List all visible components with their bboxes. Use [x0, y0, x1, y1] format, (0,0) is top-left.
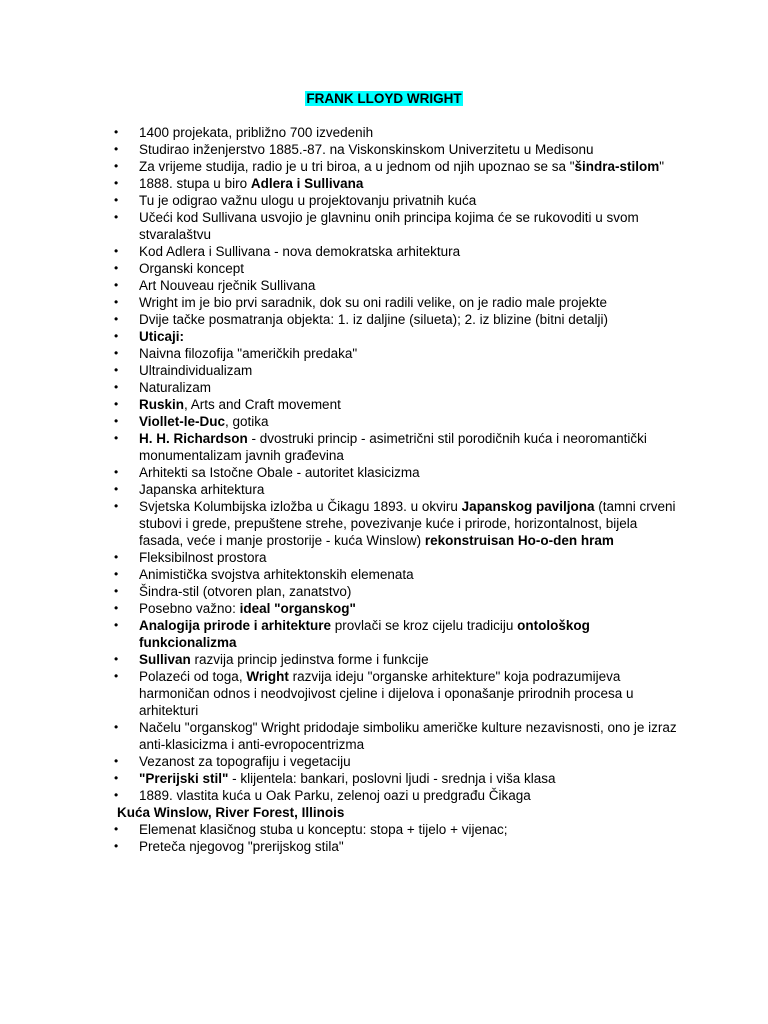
list-item [0, 787, 768, 804]
item-text: 1888. stupa u biro [139, 176, 251, 191]
list-item [0, 192, 768, 209]
list-item [0, 124, 768, 141]
bullet-icon: • [114, 142, 119, 156]
bullet-icon: • [114, 669, 119, 683]
list-item [0, 821, 768, 838]
bullet-icon: • [114, 788, 119, 802]
bullet-icon: • [114, 244, 119, 258]
bold-text: Uticaji: [139, 329, 185, 344]
bullet-icon: • [114, 771, 119, 785]
bullet-icon: • [114, 482, 119, 496]
bold-text: Wright [246, 669, 289, 684]
bullet-icon: • [114, 465, 119, 479]
bullet-icon: • [114, 720, 119, 734]
list-item [0, 158, 768, 175]
list-item [0, 294, 768, 311]
bold-text: Sullivan [139, 652, 191, 667]
item-text: Ultraindividualizam [139, 363, 253, 378]
bullet-icon: • [114, 754, 119, 768]
bold-text: Ruskin [139, 397, 185, 412]
bullet-icon: • [114, 329, 119, 343]
item-text: Studirao inženjerstvo 1885.-87. na Viskonskinskom Univerzitetu u Medisonu [139, 142, 594, 157]
bullet-icon: • [114, 499, 119, 513]
document-title [0, 90, 768, 107]
bold-text: "Prerijski stil" [139, 771, 229, 786]
item-text: " [659, 159, 665, 174]
list-item [0, 379, 768, 396]
section-heading [0, 804, 768, 821]
list-item [0, 345, 768, 362]
item-text: Elemenat klasičnog stuba u konceptu: stopa + tijelo + vijenac; [139, 822, 508, 837]
list-item [0, 770, 768, 787]
item-text: Art Nouveau rječnik Sullivana [139, 278, 316, 293]
bullet-icon: • [114, 312, 119, 326]
bullet-icon: • [114, 363, 119, 377]
bullet-icon: • [114, 176, 119, 190]
item-text: Naturalizam [139, 380, 212, 395]
list-item [0, 413, 768, 430]
bullet-icon: • [114, 278, 119, 292]
list-item [0, 175, 768, 192]
bold-text: Analogija prirode i arhitekture [139, 618, 332, 633]
item-text: razvija ideju "organske arhitekture" koja podrazumijeva harmoničan odnos i neodvojivost cjeline i dijelova i oponašanje prirodnih procesa u arhitekturi [139, 669, 634, 718]
item-text: 1889. vlastita kuća u Oak Parku, zelenoj oazi u predgrađu Čikaga [139, 788, 531, 803]
bold-text: Kuća Winslow, River Forest, Illinois [117, 805, 345, 820]
bold-text: ideal "organskog" [239, 601, 356, 616]
list-item [0, 277, 768, 294]
bullet-icon: • [114, 193, 119, 207]
bullet-icon: • [114, 346, 119, 360]
bold-text: H. H. Richardson [139, 431, 248, 446]
list-item [0, 549, 768, 566]
bullet-icon: • [114, 618, 119, 632]
bullet-icon: • [114, 822, 119, 836]
bullet-icon: • [114, 839, 119, 853]
item-text: Organski koncept [139, 261, 245, 276]
list-item [0, 668, 768, 719]
item-text: Posebno važno: [139, 601, 240, 616]
list-item [0, 753, 768, 770]
item-text: , gotika [225, 414, 269, 429]
list-item [0, 311, 768, 328]
item-text: - dvostruki princip - asimetrični stil porodičnih kuća i neoromantički monumentalizam javnih građevina [139, 431, 647, 463]
list-item [0, 328, 768, 345]
list-item [0, 141, 768, 158]
list-item [0, 719, 768, 753]
bullet-icon: • [114, 261, 119, 275]
bold-text: rekonstruisan Ho-o-den hram [424, 533, 614, 548]
item-text: Načelu "organskog" Wright pridodaje simboliku američke kulture nezavisnosti, ono je izraz anti-klasicizma i anti-evropocentrizma [139, 720, 677, 752]
list-item [0, 243, 768, 260]
bullet-icon: • [114, 584, 119, 598]
bullet-icon: • [114, 652, 119, 666]
item-text: Kod Adlera i Sullivana - nova demokratska arhitektura [139, 244, 461, 259]
bold-text: šindra-stilom [574, 159, 660, 174]
list-item [0, 260, 768, 277]
list-item [0, 430, 768, 464]
item-text: razvija princip jedinstva forme i funkcije [190, 652, 429, 667]
list-item [0, 209, 768, 243]
item-text: Dvije tačke posmatranja objekta: 1. iz daljine (silueta); 2. iz blizine (bitni detalji) [139, 312, 608, 327]
bullet-icon: • [114, 567, 119, 581]
list-item [0, 838, 768, 855]
bullet-icon: • [114, 125, 119, 139]
item-text: 1400 projekata, približno 700 izvedenih [139, 125, 374, 140]
item-text: Naivna filozofija "američkih predaka" [139, 346, 358, 361]
item-text: Japanska arhitektura [139, 482, 265, 497]
item-text: Animistička svojstva arhitektonskih elemenata [139, 567, 414, 582]
item-text: Arhitekti sa Istočne Obale - autoritet klasicizma [139, 465, 420, 480]
list-item [0, 583, 768, 600]
list-item [0, 600, 768, 617]
bullet-list [0, 124, 768, 855]
bullet-icon: • [114, 397, 119, 411]
list-item [0, 617, 768, 651]
item-text: Polazeći od toga, [139, 669, 247, 684]
item-text: Fleksibilnost prostora [139, 550, 267, 565]
item-text: Svjetska Kolumbijska izložba u Čikagu 1893. u okviru [139, 499, 462, 514]
item-text: Tu je odigrao važnu ulogu u projektovanju privatnih kuća [139, 193, 477, 208]
item-text: Učeći kod Sullivana usvojio je glavninu onih principa kojima će se rukovoditi u svom stvaralaštvu [139, 210, 639, 242]
list-item [0, 481, 768, 498]
bullet-icon: • [114, 414, 119, 428]
item-text: provlači se kroz cijelu tradiciju [331, 618, 518, 633]
bold-text: Adlera i Sullivana [250, 176, 364, 191]
item-text: Preteča njegovog "prerijskog stila" [139, 839, 344, 854]
item-text: , Arts and Craft movement [184, 397, 341, 412]
bullet-icon: • [114, 431, 119, 445]
title-text: FRANK LLOYD WRIGHT [306, 91, 462, 106]
item-text: (tamni crveni stubovi i grede, prepuštene strehe, povezivanje kuće i prirode, horizontalnost, bijela fasada, veće i manje prostorije - kuća Winslow) [139, 499, 676, 548]
list-item [0, 362, 768, 379]
list-item [0, 464, 768, 481]
bullet-icon: • [114, 295, 119, 309]
item-text: Wright im je bio prvi saradnik, dok su oni radili velike, on je radio male projekte [139, 295, 607, 310]
bold-text: ontološkog funkcionalizma [139, 618, 590, 650]
bullet-icon: • [114, 159, 119, 173]
item-text: Za vrijeme studija, radio je u tri biroa, a u jednom od njih upoznao se sa " [139, 159, 575, 174]
bullet-icon: • [114, 550, 119, 564]
list-item [0, 651, 768, 668]
item-text: - klijentela: bankari, poslovni ljudi - srednja i viša klasa [228, 771, 556, 786]
bold-text: Viollet-le-Duc [139, 414, 226, 429]
bullet-icon: • [114, 210, 119, 224]
list-item [0, 498, 768, 549]
bold-text: Japanskog paviljona [461, 499, 595, 514]
bullet-icon: • [114, 601, 119, 615]
item-text: Šindra-stil (otvoren plan, zanatstvo) [139, 584, 352, 599]
list-item [0, 396, 768, 413]
list-item [0, 566, 768, 583]
bullet-icon: • [114, 380, 119, 394]
item-text: Vezanost za topografiju i vegetaciju [139, 754, 351, 769]
